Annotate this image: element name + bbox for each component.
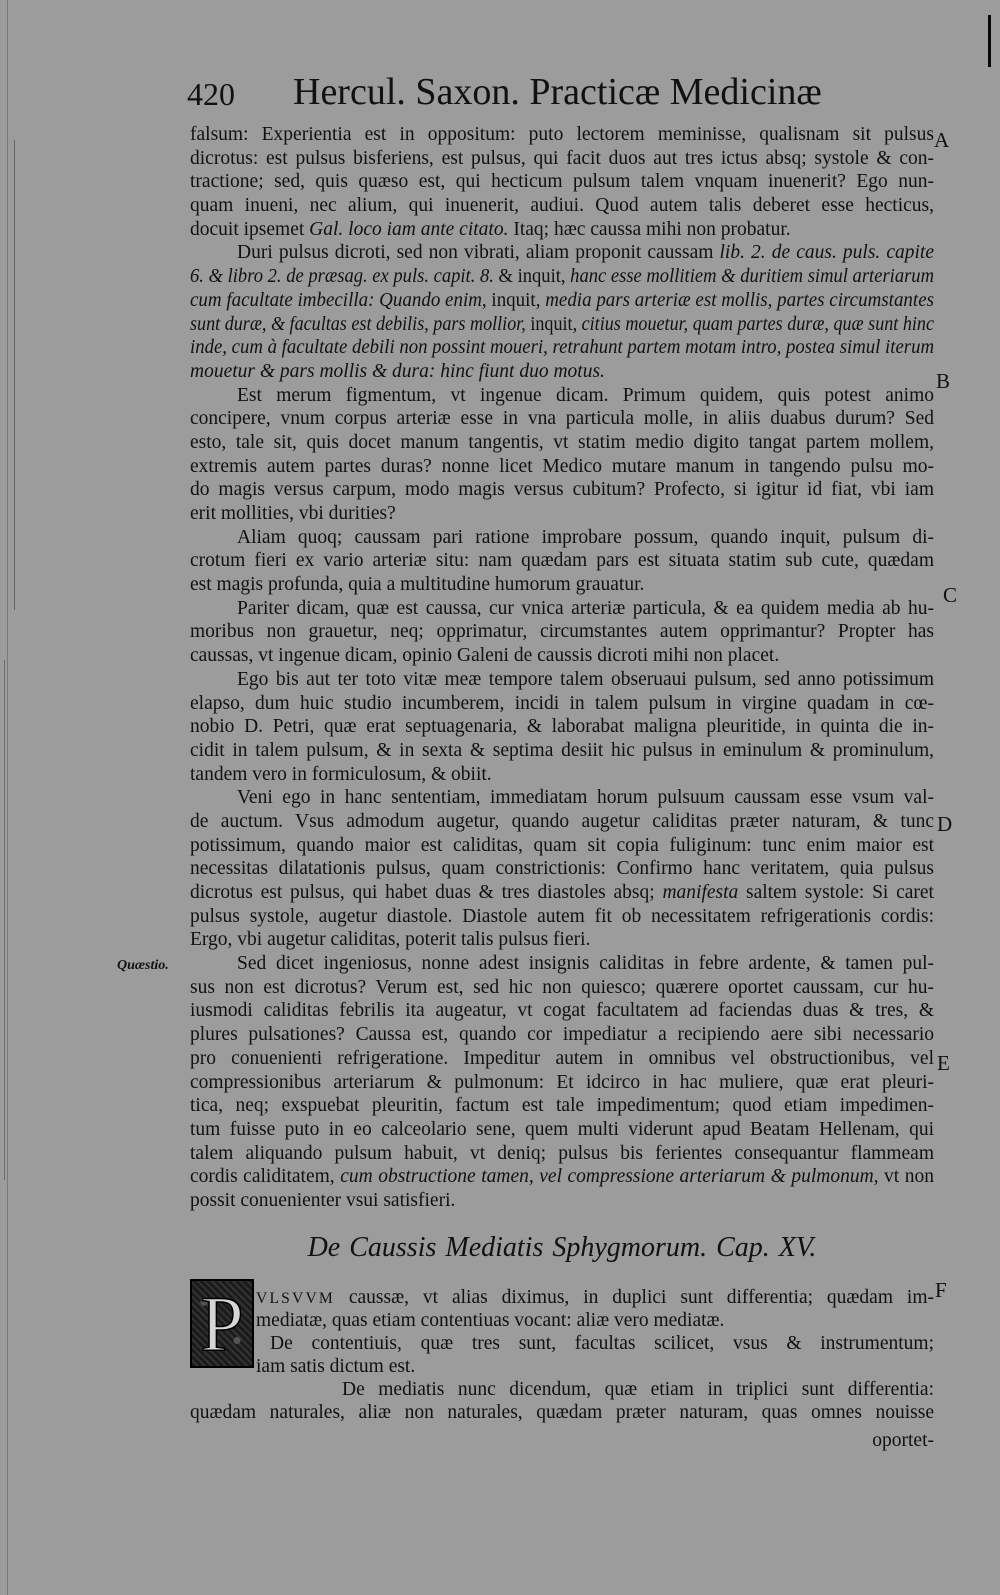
drop-cap-letter: P [200, 1280, 244, 1367]
text-line [190, 573, 934, 597]
text-line [190, 928, 934, 952]
text-line [190, 952, 934, 976]
paragraph [190, 526, 934, 597]
text-line [190, 1401, 934, 1424]
roman-text: caussas, vt ingenue dicam, opinio Galeni de caussis dicroti mihi non placet. [190, 645, 780, 667]
line-text [190, 549, 934, 573]
text-line [190, 478, 934, 502]
roman-text: Duri pulsus dicroti, sed non vibrati, aliam proponit caussam [237, 242, 720, 264]
line-text [237, 384, 934, 408]
text-line [190, 715, 934, 739]
text-line [190, 620, 934, 644]
catchword: oportet- [872, 1430, 934, 1451]
text-line [190, 360, 934, 384]
roman-text: tica, neq; exspuebat pleuritin, factum est tale impedimentum; quod etiam impedimen- [190, 1095, 934, 1117]
text-line [190, 999, 934, 1023]
line-text [237, 241, 934, 265]
line-text [190, 999, 934, 1023]
line-text [190, 336, 934, 360]
roman-text: cordis caliditatem, [190, 1166, 341, 1188]
roman-text: Sed dicet ingeniosus, nonne adest insignis caliditas in febre ardente, & tamen pul- [237, 953, 934, 975]
marginal-note: Quæstio. [117, 958, 169, 973]
roman-text: possit conuenienter vsui satisfieri. [190, 1189, 456, 1211]
text-line [190, 810, 934, 834]
line-text [190, 763, 492, 787]
line-text [256, 1355, 415, 1378]
line-text [190, 1023, 934, 1047]
line-text [190, 170, 934, 194]
text-line [190, 241, 934, 265]
chapter-text [190, 1286, 934, 1424]
line-text [237, 786, 934, 810]
line-text [256, 1309, 724, 1332]
roman-text: nobio D. Petri, quæ erat septuagenaria, & laborabat maligna pleuritide, in quinta die in- [190, 716, 934, 738]
line-text [190, 881, 934, 905]
text-line [190, 1189, 934, 1213]
line-text [190, 834, 934, 858]
roman-text: esto, tale sit, quis docet manum tangentis, vt statim medio digito tangat partem mollem, [190, 431, 934, 453]
line-text [190, 313, 934, 337]
italic-text: hanc esse mollitiem & duritiem simul arteriarum [570, 266, 934, 288]
italic-text: cum facultate imbecilla: Quando enim [190, 289, 482, 311]
line-text [190, 1142, 934, 1166]
roman-text: sus non est dicrotus? Verum est, sed hic non quiesco; quærere oportet caussam, cur hu- [190, 976, 934, 998]
line-text [190, 123, 934, 147]
roman-text: iusmodi caliditas febrilis ita augeatur, vt cogat facultatem ad faciendas duas & tres, & [190, 1000, 934, 1022]
text-line [190, 1118, 934, 1142]
roman-text: dicrotus est pulsus, qui habet duas & tres diastoles absq; [190, 882, 663, 903]
text-line [190, 1378, 934, 1401]
roman-text: cidit in talem pulsum, & in sexta & septima desiit hic pulsus in eminulum & prominulum, [190, 739, 934, 761]
text-line [190, 763, 934, 787]
chapter-heading: De Caussis Mediatis Sphygmorum. Cap. XV. [307, 1232, 817, 1263]
paragraph [190, 241, 934, 383]
text-line [190, 384, 934, 408]
paragraph [190, 1286, 934, 1332]
italic-text: manifesta [662, 882, 739, 903]
italic-text: inde, cum à facultate debili non possint moueri, retrahunt partem motam intro, postea simul iterum [190, 337, 934, 359]
text-line [190, 194, 934, 218]
margin-letter: E [937, 1051, 950, 1075]
roman-text: de auctum. Vsus admodum augetur, quando augetur caliditas præter naturam, & tunc [190, 810, 934, 832]
text-line [190, 549, 934, 573]
line-text [270, 1332, 934, 1355]
line-text [190, 1071, 934, 1095]
roman-text: crotum fieri ex vario arteriæ situ: nam quædam pars est situata statim sub cute, quædam [190, 550, 934, 572]
roman-text: & inquit, [493, 266, 571, 288]
italic-text: citius mouetur, quam partes duræ, quæ sunt hinc [581, 313, 934, 335]
roman-text: quam inueni, nec alium, qui inuenerit, audiui. Quod autem talis deberet esse hecticus, [190, 195, 934, 217]
roman-text: elapso, dum huic studio incumberem, incidi in talem pulsum in virgine quadam in cœ- [190, 692, 934, 714]
roman-text: De mediatis nunc dicendum, quæ etiam in triplici sunt differentia: [342, 1379, 934, 1400]
margin-letter: D [937, 812, 953, 836]
roman-text: talem aliquando pulsum habuit, vt deniq; pulsus bis ferientes consequantur flammeam [190, 1142, 934, 1164]
line-text [190, 431, 934, 455]
line-text [190, 194, 934, 218]
line-text [190, 905, 934, 929]
roman-text: Pariter dicam, quæ est caussa, cur vnica arteriæ particula, & ea quidem media ab hu- [237, 597, 934, 619]
text-line [190, 1309, 934, 1332]
roman-text: Est merum figmentum, vt ingenue dicam. Primum quidem, quis potest animo [237, 384, 934, 406]
small-caps-lead: VLSVVM [256, 1290, 335, 1307]
paragraph [190, 123, 934, 241]
line-text [237, 526, 934, 550]
line-text [190, 407, 934, 431]
text-line [190, 336, 934, 360]
text-line [190, 1071, 934, 1095]
roman-text: extremis autem partes duras? nonne licet Medico mutare manum in tangendo pulsu mo- [190, 455, 934, 477]
line-text [190, 265, 934, 289]
text-line [190, 289, 934, 313]
paragraph [190, 384, 934, 526]
roman-text: compressionibus arteriarum & pulmonum: Et idcirco in hac muliere, quæ erat pleuri- [190, 1071, 934, 1093]
line-text [237, 952, 934, 976]
roman-text: dicrotus: est pulsus bisferiens, est pulsus, qui facit duos aut tres ictus absq; systole & con- [190, 147, 934, 169]
roman-text: docuit ipsemet [190, 218, 310, 240]
roman-text: Veni ego in hanc sententiam, immediatam horum pulsuum caussam esse vsum val- [237, 787, 934, 809]
line-text [190, 810, 934, 834]
line-text [190, 976, 934, 1000]
paragraph [190, 1378, 934, 1424]
line-text [190, 147, 934, 171]
line-text [190, 360, 605, 384]
text-line [190, 668, 934, 692]
page-number: 420 [187, 76, 235, 112]
roman-text: do magis versus carpum, modo magis versus cubitum? Profecto, si igitur id fiat, vbi iam [190, 479, 934, 501]
line-text [190, 857, 934, 881]
text-line [190, 526, 934, 550]
text-line [190, 644, 934, 668]
text-line [190, 1023, 934, 1047]
roman-text: falsum: Experientia est in oppositum: puto lectorem meminisse, qualisnam sit pulsus [190, 124, 934, 145]
margin-letter: F [935, 1278, 947, 1302]
italic-text: 6. & libro 2. de præsag. ex puls. capit. 8. [190, 266, 494, 288]
text-line [190, 1286, 934, 1309]
roman-text: inquit, [525, 313, 582, 335]
text-line [190, 455, 934, 479]
text-line [190, 431, 934, 455]
text-line [190, 881, 934, 905]
roman-text: saltem systole: Si caret [738, 882, 934, 903]
line-text [190, 478, 934, 502]
roman-text: vt non [878, 1166, 934, 1188]
line-text [190, 715, 934, 739]
text-line [190, 265, 934, 289]
line-text [342, 1378, 934, 1401]
line-text [190, 289, 934, 313]
roman-text: Ego bis aut ter toto vitæ meæ tempore talem obseruaui pulsum, sed anno potissimum [237, 668, 934, 690]
main-text [190, 123, 934, 1213]
margin-letter: C [943, 583, 958, 607]
text-line [190, 1142, 934, 1166]
line-text [190, 692, 934, 716]
roman-text: erit mollities, vbi durities? [190, 503, 396, 524]
line-text [237, 597, 934, 621]
line-text [190, 620, 934, 644]
text-line [190, 857, 934, 881]
text-line [190, 123, 934, 147]
text-line [190, 1355, 934, 1378]
roman-text: pro conuenienti refrigeratione. Impeditur autem in omnibus vel obstructionibus, vel [190, 1047, 934, 1069]
roman-text: De contentiuis, quæ tres sunt, facultas scilicet, vsus & instrumentum; [270, 1333, 934, 1354]
roman-text: mediatæ, quas etiam contentiuas vocant: aliæ vero mediatæ. [256, 1310, 725, 1331]
roman-text: pulsus systole, augetur diastole. Diastole autem fit ob necessitatem refrigerationis cordis: [190, 905, 934, 927]
text-line [190, 1094, 934, 1118]
line-text [190, 455, 934, 479]
roman-text: tractione; sed, quis quæso est, qui hecticum pulsum talem vnquam inuenerit? Ego nun- [190, 171, 934, 193]
scan-edge-line [7, 0, 8, 1595]
paragraph [190, 597, 934, 668]
roman-text: necessitas dilatationis pulsus, quam constrictionis: Confirmo hanc veritatem, quia pulsus [190, 858, 934, 880]
text-line [190, 1047, 934, 1071]
text-line [190, 170, 934, 194]
text-line [190, 407, 934, 431]
roman-text: caussæ, vt alias diximus, in duplici sunt differentia; quædam im- [334, 1287, 934, 1308]
paragraph [190, 952, 934, 1213]
roman-text: , inquit, [481, 289, 546, 311]
paragraph [190, 668, 934, 786]
line-text [190, 1047, 934, 1071]
line-text [190, 644, 779, 668]
roman-text: potissimum, quando maior est caliditas, quam sit copia fuliginum: tunc enim maior est [190, 834, 934, 856]
text-line [190, 313, 934, 337]
paragraph [190, 786, 934, 952]
text-line [190, 218, 934, 242]
margin-letter: A [934, 128, 950, 152]
roman-text: Itaq; hæc caussa mihi non probatur. [508, 218, 791, 240]
roman-text: est magis profunda, quia a multitudine humorum grauatur. [190, 574, 645, 596]
text-line [190, 1165, 934, 1189]
italic-text: sunt duræ, & facultas est debilis, pars mollior, [190, 313, 526, 335]
roman-text: quædam naturales, aliæ non naturales, quædam præter naturam, quas omnes nouisse [190, 1402, 934, 1423]
text-line [190, 739, 934, 763]
roman-text: moribus non grauetur, neq; opprimatur, circumstantes autem opprimantur? Propter has [190, 621, 934, 643]
roman-text: iam satis dictum est. [256, 1356, 416, 1377]
line-text [190, 928, 590, 952]
italic-text: mouetur & pars mollis & dura: hinc fiunt duo motus. [190, 360, 605, 382]
line-text [190, 1118, 934, 1142]
scan-edge-line [14, 140, 15, 610]
line-text [190, 1401, 934, 1424]
scan-edge-line [4, 660, 5, 1180]
roman-text: tandem vero in formiculosum, & obiit. [190, 763, 492, 785]
text-line [190, 147, 934, 171]
text-line [190, 692, 934, 716]
running-head: Hercul. Saxon. Practicæ Medicinæ [293, 71, 822, 113]
italic-text: media pars arteriæ est mollis, partes circumstantes [545, 289, 934, 311]
text-line [190, 905, 934, 929]
line-text [190, 1094, 934, 1118]
line-text [190, 1189, 455, 1213]
scan-edge-mark [988, 15, 991, 67]
text-line [190, 834, 934, 858]
line-text [190, 573, 644, 597]
roman-text: tum fuisse puto in eo calceolario sene, quem multi viderunt apud Beatam Hellenam, qui [190, 1118, 934, 1140]
margin-letter: B [936, 369, 951, 393]
text-line [190, 502, 934, 526]
line-text [190, 502, 396, 526]
roman-text: Ergo, vbi augetur caliditas, poterit talis pulsus fieri. [190, 929, 591, 951]
line-text [190, 739, 934, 763]
roman-text: plures pulsationes? Caussa est, quando cor impediatur a recipiendo aere sibi necessario [190, 1024, 934, 1046]
line-text [256, 1286, 934, 1310]
italic-text: lib. 2. de caus. puls. capite [719, 242, 934, 264]
roman-text: Aliam quoq; caussam pari ratione improbare possum, quando inquit, pulsum di- [237, 526, 934, 548]
italic-text: Gal. loco iam ante citato. [309, 218, 509, 240]
text-line [190, 597, 934, 621]
italic-text: cum obstructione tamen, vel compressione arteriarum & pulmonum, [340, 1166, 879, 1188]
text-line [190, 976, 934, 1000]
text-line [190, 786, 934, 810]
line-text [190, 218, 791, 242]
roman-text: concipere, vnum corpus arteriæ esse in vna particula molle, in aliis duabus durum? Sed [190, 408, 934, 430]
line-text [237, 668, 934, 692]
paragraph [190, 1332, 934, 1378]
text-line [190, 1332, 934, 1355]
line-text [190, 1165, 934, 1189]
